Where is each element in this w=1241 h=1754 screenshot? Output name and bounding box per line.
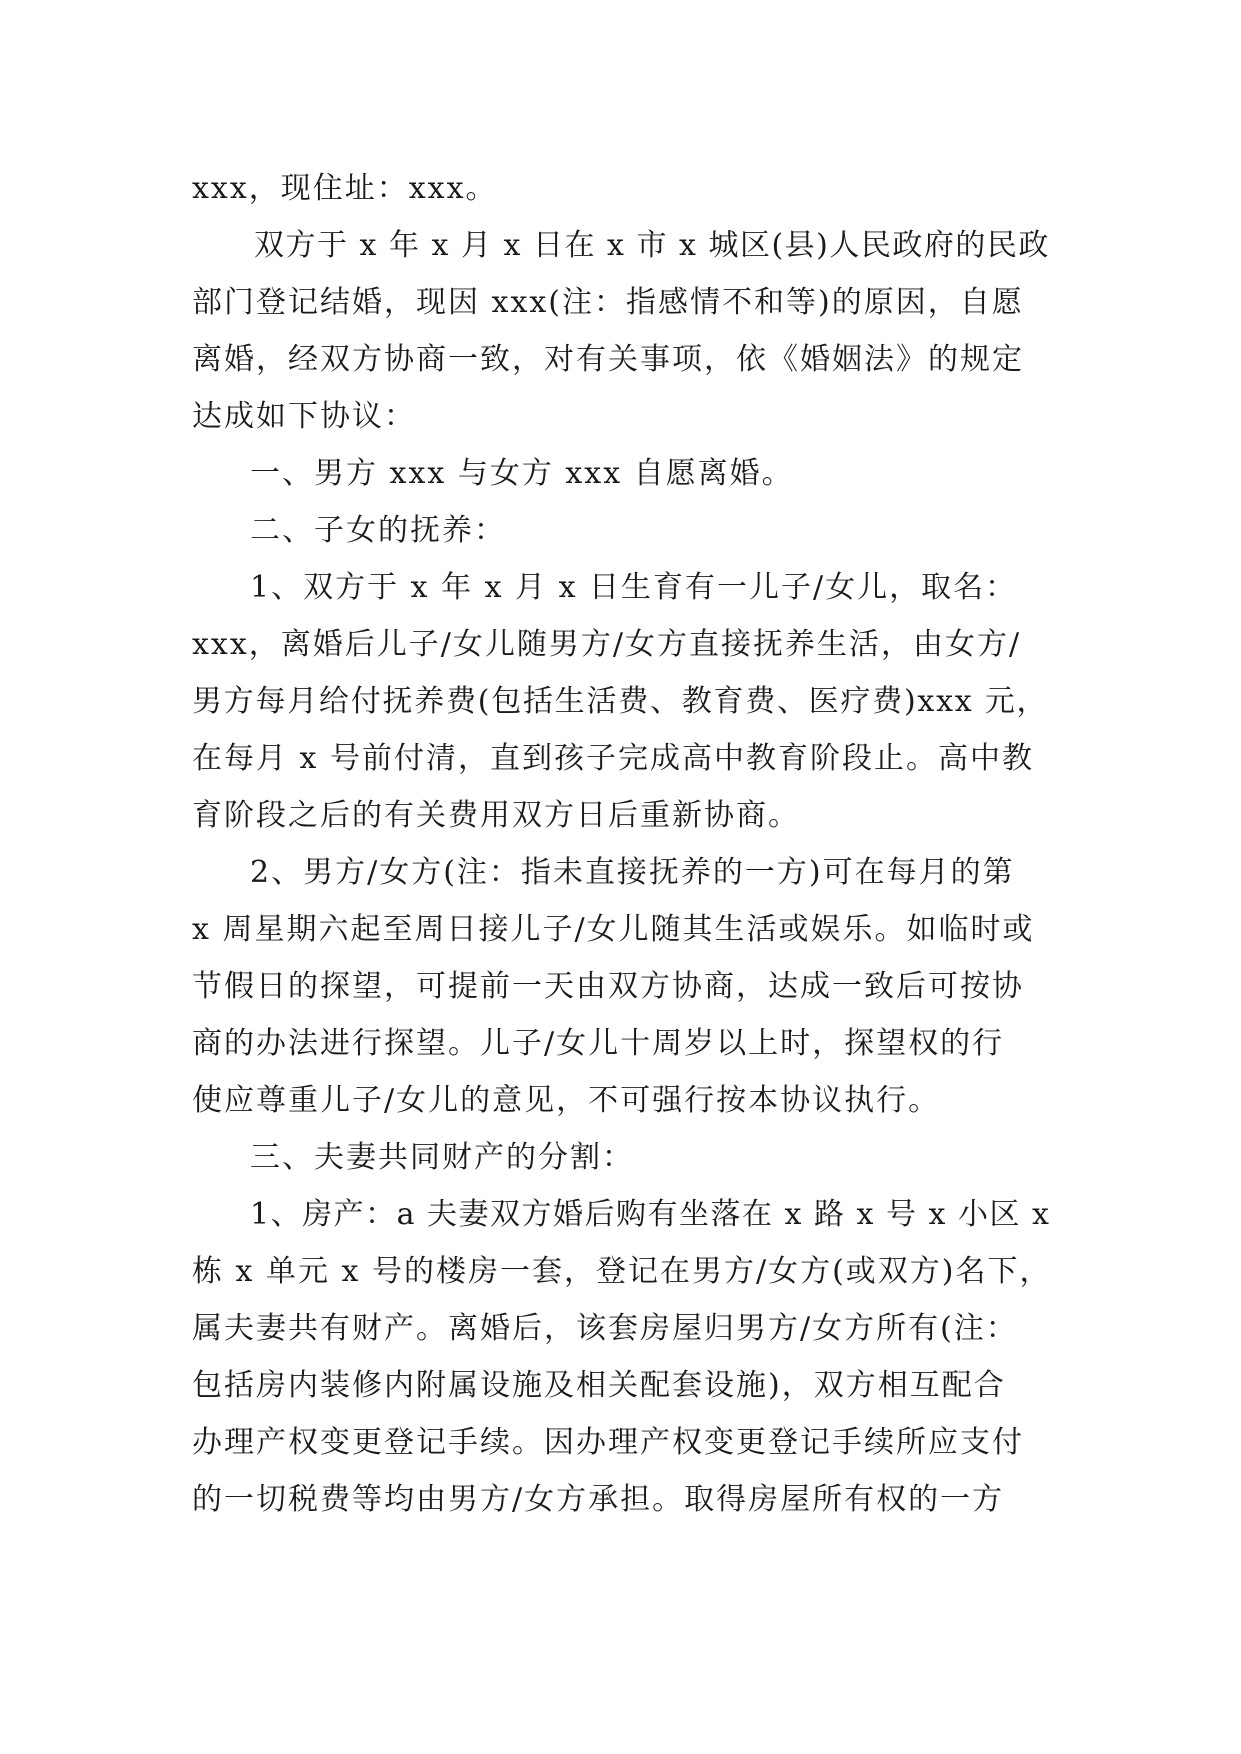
text-line: 属夫妻共有财产。离婚后，该套房屋归男方/女方所有(注：: [192, 1311, 1018, 1346]
clause-heading: 二、子女的抚养：: [250, 513, 506, 548]
text-line: 男方每月给付抚养费(包括生活费、教育费、医疗费)xxx 元，: [192, 684, 1049, 719]
text-line: 在每月 x 号前付清，直到孩子完成高中教育阶段止。高中教: [192, 741, 1034, 776]
text-line: xxx，离婚后儿子/女儿随男方/女方直接抚养生活，由女方/: [192, 627, 1022, 662]
text-line: 商的办法进行探望。儿子/女儿十周岁以上时，探望权的行: [192, 1026, 1005, 1061]
text-line: 育阶段之后的有关费用双方日后重新协商。: [192, 798, 800, 833]
clause-heading: 三、夫妻共同财产的分割：: [250, 1140, 634, 1175]
text-line: 节假日的探望，可提前一天由双方协商，达成一致后可按协: [192, 969, 1024, 1004]
text-line: xxx，现住址：xxx。: [192, 171, 498, 206]
text-line: 包括房内装修内附属设施及相关配套设施)，双方相互配合: [192, 1368, 1006, 1403]
text-line: 的一切税费等均由男方/女方承担。取得房屋所有权的一方: [192, 1482, 1005, 1517]
paragraph-first-line: 1、双方于 x 年 x 月 x 日生育有一儿子/女儿，取名：: [250, 570, 1018, 605]
text-line: 离婚，经双方协商一致，对有关事项，依《婚姻法》的规定: [192, 342, 1024, 377]
text-line: 办理产权变更登记手续。因办理产权变更登记手续所应支付: [192, 1425, 1024, 1460]
text-line: 使应尊重儿子/女儿的意见，不可强行按本协议执行。: [192, 1083, 941, 1118]
text-line: 达成如下协议：: [192, 399, 416, 434]
clause-heading: 一、男方 xxx 与女方 xxx 自愿离婚。: [250, 456, 794, 491]
paragraph-first-line: 2、男方/女方(注：指未直接抚养的一方)可在每月的第: [250, 855, 1015, 890]
text-line: x 周星期六起至周日接儿子/女儿随其生活或娱乐。如临时或: [192, 912, 1035, 947]
paragraph-first-line: 1、房产：a 夫妻双方婚后购有坐落在 x 路 x 号 x 小区 x: [250, 1197, 1051, 1232]
text-line: 部门登记结婚，现因 xxx(注：指感情不和等)的原因，自愿: [192, 285, 1024, 320]
paragraph-first-line: 双方于 x 年 x 月 x 日在 x 市 x 城区(县)人民政府的民政: [254, 228, 1050, 263]
document-body: [192, 160, 1052, 1528]
text-line: 栋 x 单元 x 号的楼房一套，登记在男方/女方(或双方)名下，: [192, 1254, 1052, 1289]
